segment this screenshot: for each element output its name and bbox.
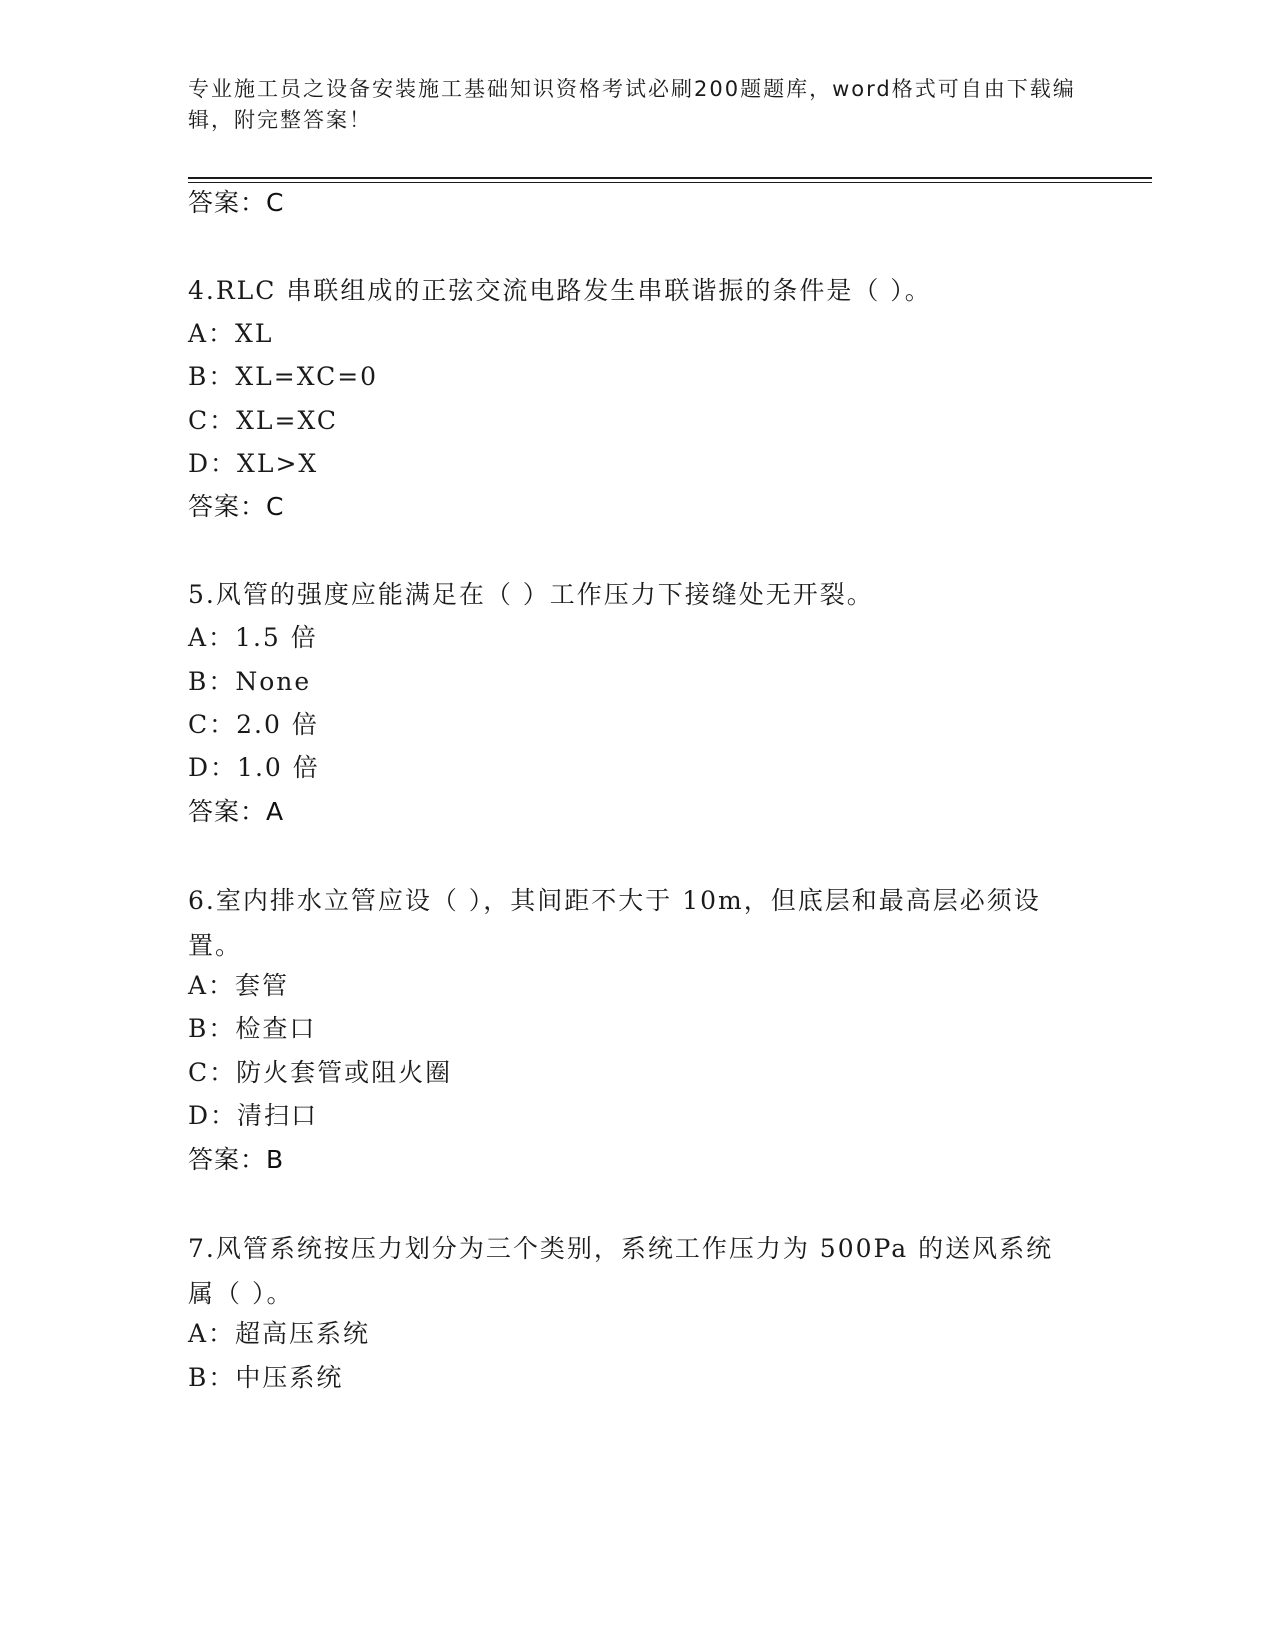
page-header: 专业施工员之设备安装施工基础知识资格考试必刷200题题库，word格式可自由下载编辑，附完整答案！ bbox=[188, 77, 1076, 132]
option-b: B：检查口 bbox=[188, 1014, 317, 1043]
answer-line: 答案：C bbox=[188, 492, 285, 521]
option-b: B：None bbox=[188, 667, 312, 696]
option-a: A：套管 bbox=[188, 971, 290, 1000]
option-c: C：防火套管或阻火圈 bbox=[188, 1058, 453, 1087]
header-divider-thin bbox=[188, 182, 1152, 183]
question-stem: 7.风管系统按压力划分为三个类别，系统工作压力为 500Pa 的送风系统属（ ）。 bbox=[188, 1234, 1054, 1308]
option-b: B：中压系统 bbox=[188, 1363, 344, 1392]
answer-line: 答案：B bbox=[188, 1145, 285, 1174]
option-c: C：2.0 倍 bbox=[188, 710, 319, 739]
option-d: D：清扫口 bbox=[188, 1101, 319, 1130]
option-b: B：XL=XC=0 bbox=[188, 362, 379, 391]
question-stem: 5.风管的强度应能满足在（ ）工作压力下接缝处无开裂。 bbox=[188, 580, 874, 609]
answer-line: 答案：A bbox=[188, 797, 285, 826]
option-d: D：XL>X bbox=[188, 449, 319, 478]
header-divider bbox=[188, 177, 1152, 179]
option-a: A：超高压系统 bbox=[188, 1319, 371, 1348]
option-a: A：XL bbox=[188, 319, 274, 348]
question-stem: 4.RLC 串联组成的正弦交流电路发生串联谐振的条件是（ ）。 bbox=[188, 276, 932, 305]
option-d: D：1.0 倍 bbox=[188, 753, 320, 782]
answer-line: 答案：C bbox=[188, 188, 285, 217]
option-a: A：1.5 倍 bbox=[188, 623, 318, 652]
option-c: C：XL=XC bbox=[188, 406, 338, 435]
question-stem: 6.室内排水立管应设（ ），其间距不大于 10m，但底层和最高层必须设置。 bbox=[188, 886, 1041, 960]
